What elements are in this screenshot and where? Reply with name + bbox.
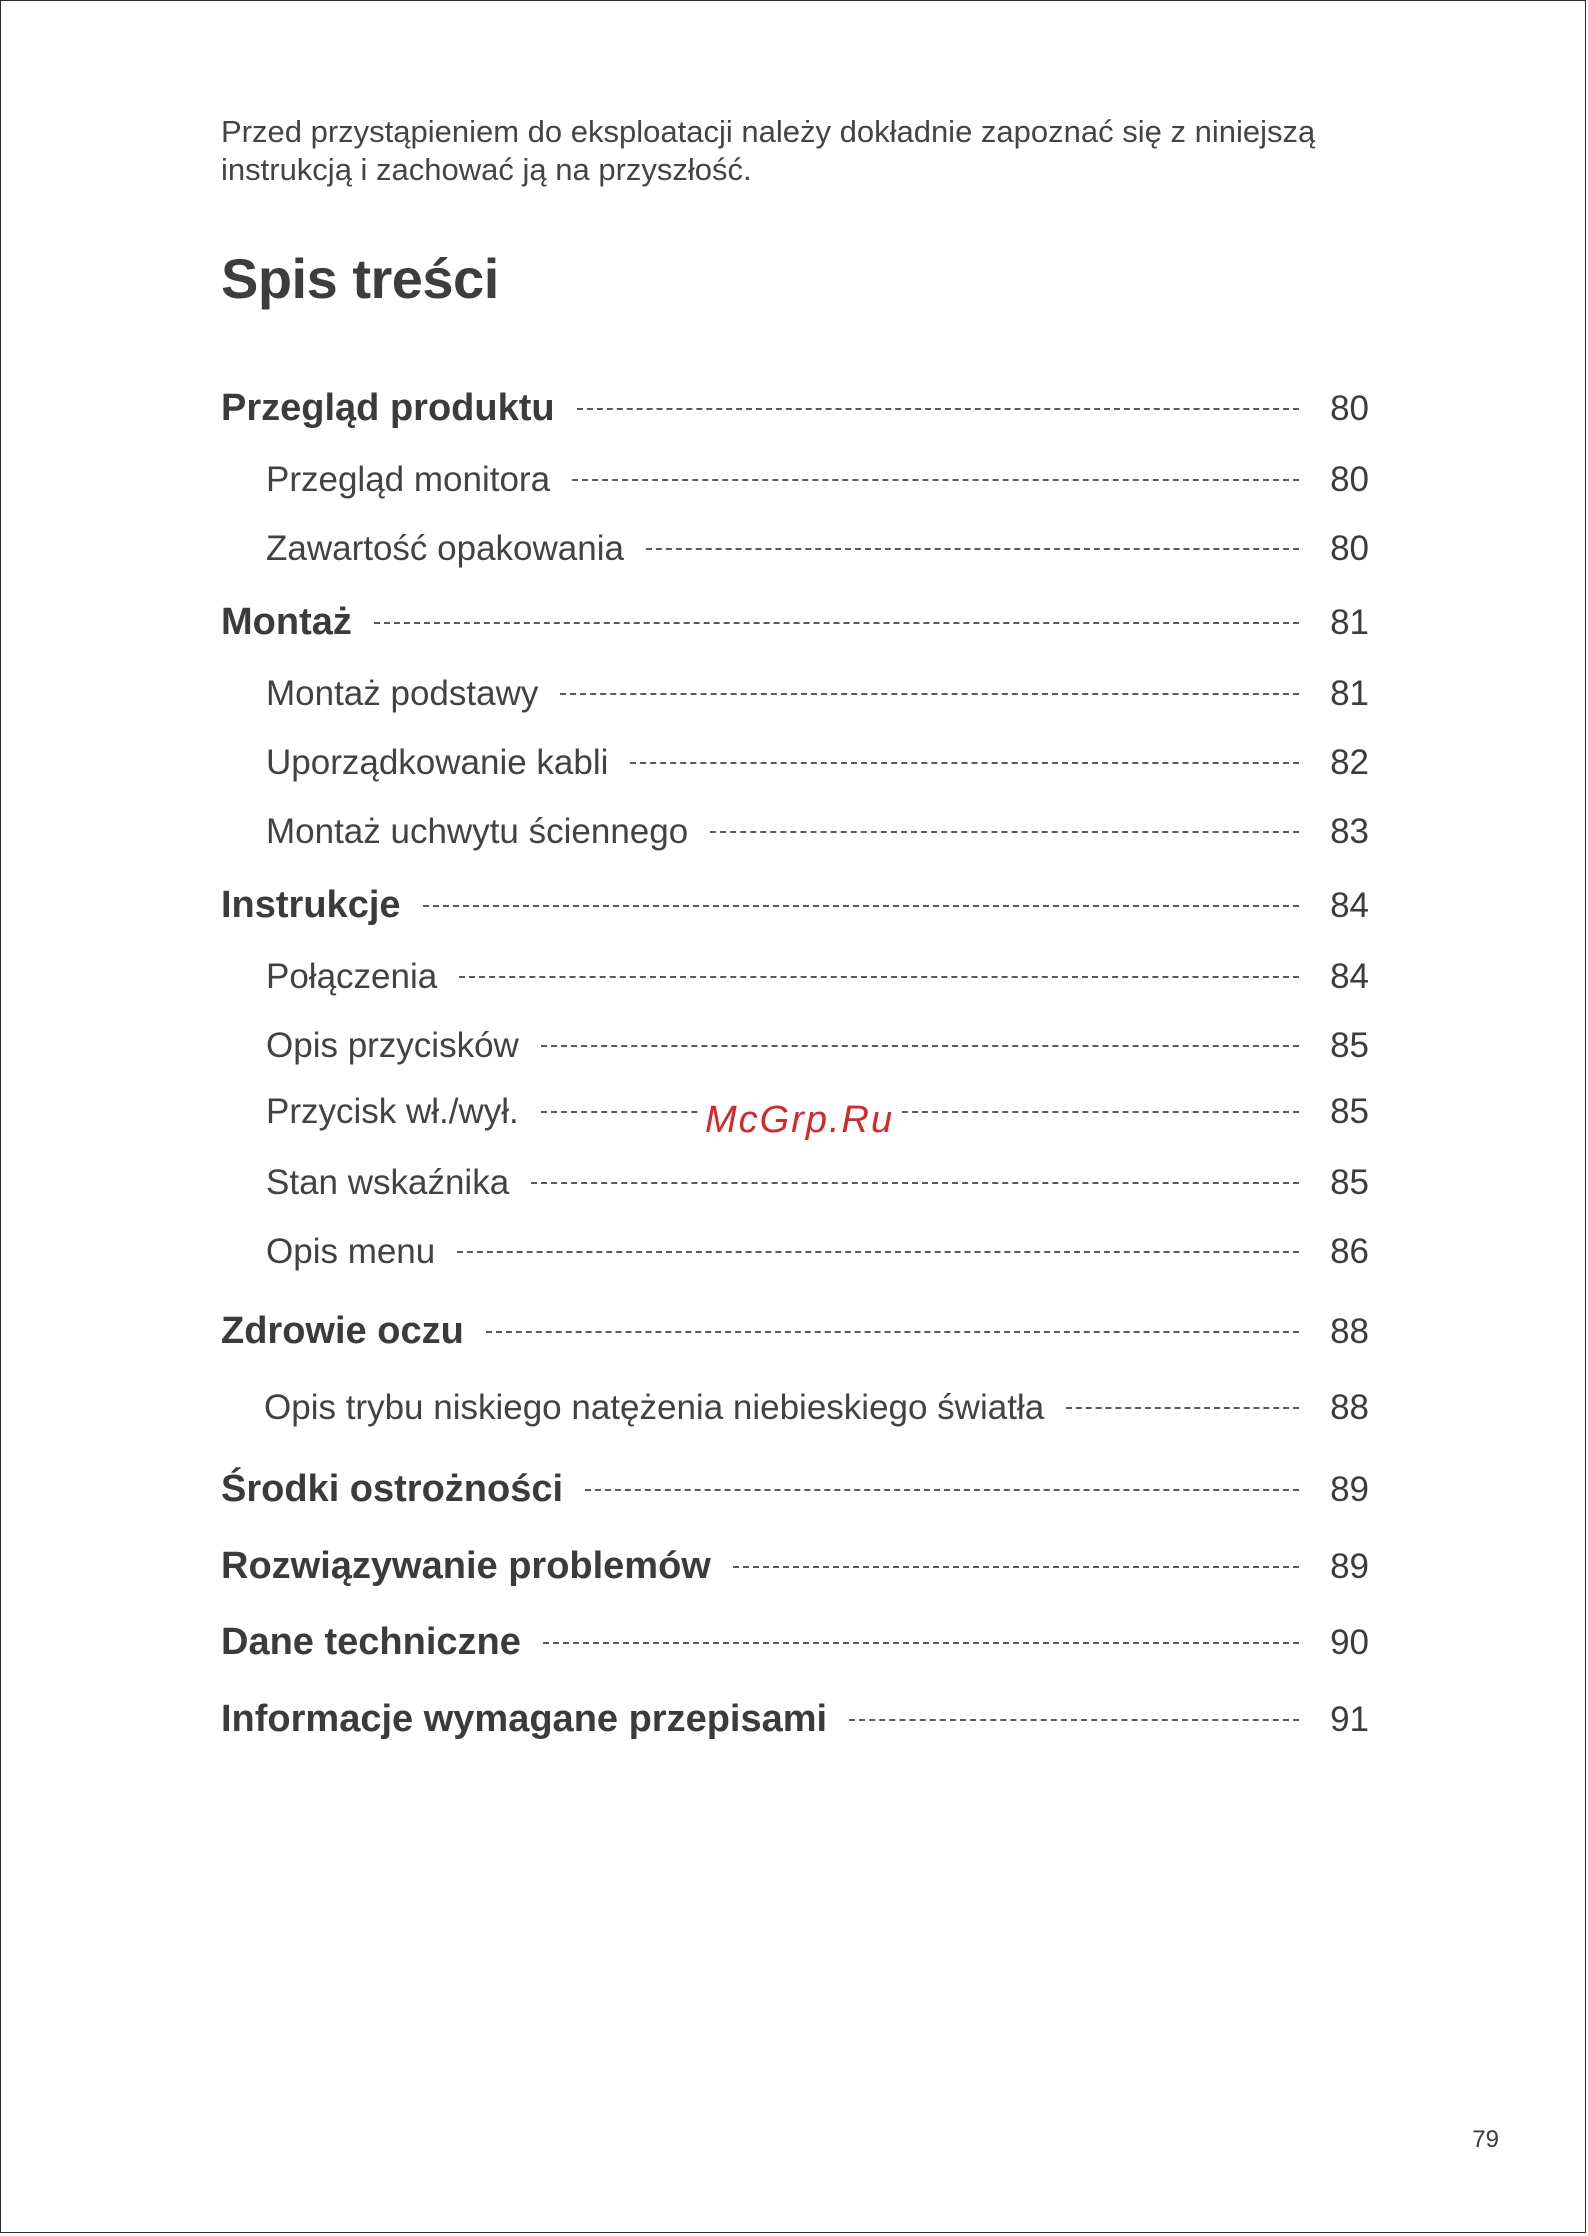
toc-entry-page: 90 [1330,1623,1369,1662]
toc-entry-rozwiazywanie-problemow[interactable] [221,1541,1369,1591]
toc-entry-title: Montaż [221,601,352,643]
dotted-leader [572,479,1299,481]
toc-entry-title: Zawartość opakowania [266,529,624,568]
dotted-leader [543,1642,1299,1644]
toc-entry-page: 86 [1330,1232,1369,1271]
toc-entry-title: Instrukcje [221,884,401,926]
toc-entry-page: 85 [1330,1026,1369,1065]
dotted-leader [374,622,1299,624]
toc-entry-title: Montaż podstawy [266,674,539,713]
toc-entry-title: Środki ostrożności [221,1468,564,1510]
toc-entry-title: Zdrowie oczu [221,1310,464,1352]
toc-entry-title: Uporządkowanie kabli [266,743,609,782]
dotted-leader [646,548,1299,550]
toc-entry-instrukcje[interactable] [221,880,1369,930]
toc-entry-page: 88 [1330,1388,1369,1427]
dotted-leader [630,762,1299,764]
toc-entry-title: Przegląd produktu [221,387,555,429]
toc-entry-srodki-ostroznosci[interactable] [221,1464,1369,1514]
toc-entry-title: Dane techniczne [221,1621,521,1663]
toc-entry-zdrowie-oczu[interactable] [221,1306,1369,1356]
toc-entry-niebieskie-swiatlo[interactable] [264,1383,1369,1433]
watermark: McGrp.Ru [701,1095,898,1145]
dotted-leader [849,1719,1299,1721]
toc-entry-zawartosc-opakowania[interactable] [266,524,1369,574]
toc-entry-page: 81 [1330,603,1369,642]
dotted-leader [531,1182,1299,1184]
dotted-leader [710,831,1299,833]
toc-entry-dane-techniczne[interactable] [221,1617,1369,1667]
page-number: 79 [1472,2126,1499,2153]
toc-entry-page: 85 [1330,1163,1369,1202]
dotted-leader [423,905,1299,907]
toc-entry-page: 91 [1330,1700,1369,1739]
toc-entry-page: 80 [1330,389,1369,428]
toc-entry-uporzadkowanie-kabli[interactable] [266,738,1369,788]
toc-entry-page: 83 [1330,812,1369,851]
toc-entry-page: 84 [1330,957,1369,996]
dotted-leader [1066,1407,1299,1409]
dotted-leader [459,976,1299,978]
toc-entry-title: Rozwiązywanie problemów [221,1545,711,1587]
toc-entry-title: Opis przycisków [266,1026,519,1065]
dotted-leader [541,1111,1299,1113]
toc-entry-przeglad-produktu[interactable] [221,383,1369,433]
toc-entry-title: Połączenia [266,957,438,996]
toc-entry-title: Stan wskaźnika [266,1163,510,1202]
toc-entry-title: Przycisk wł./wył. [266,1092,519,1131]
toc-entry-page: 85 [1330,1092,1369,1131]
dotted-leader [486,1331,1299,1333]
toc-entry-opis-menu[interactable] [266,1227,1369,1277]
toc-entry-title: Przegląd monitora [266,460,551,499]
dotted-leader [541,1045,1299,1047]
toc-entry-page: 80 [1330,529,1369,568]
toc-entry-page: 80 [1330,460,1369,499]
toc-entry-polaczenia[interactable] [266,952,1369,1002]
toc-entry-stan-wskaznika[interactable] [266,1158,1369,1208]
toc-entry-title: Informacje wymagane przepisami [221,1698,828,1740]
toc-entry-page: 81 [1330,674,1369,713]
dotted-leader [457,1251,1299,1253]
toc-title: Spis treści [221,247,499,310]
toc-entry-page: 89 [1330,1547,1369,1586]
toc-entry-montaz-uchwytu-sciennego[interactable] [266,807,1369,857]
toc-entry-title: Montaż uchwytu ściennego [266,812,689,851]
toc-entry-page: 89 [1330,1470,1369,1509]
toc-entry-title: Opis menu [266,1232,436,1271]
dotted-leader [560,693,1299,695]
toc-entry-page: 82 [1330,743,1369,782]
toc-entry-title: Opis trybu niskiego natężenia niebieskiego światła [264,1388,1045,1427]
toc-entry-page: 84 [1330,886,1369,925]
toc-entry-przeglad-monitora[interactable] [266,455,1369,505]
toc-entry-montaz-podstawy[interactable] [266,669,1369,719]
intro-paragraph: Przed przystąpieniem do eksploatacji należy dokładnie zapoznać się z niniejszą instrukcją i zachować ją na przyszłość. [221,114,1316,187]
dotted-leader [733,1566,1299,1568]
toc-entry-page: 88 [1330,1312,1369,1351]
toc-entry-montaz[interactable] [221,597,1369,647]
dotted-leader [585,1489,1299,1491]
toc-entry-informacje-wymagane-przepisami[interactable] [221,1694,1369,1744]
toc-entry-opis-przyciskow[interactable] [266,1021,1369,1071]
dotted-leader [577,408,1299,410]
